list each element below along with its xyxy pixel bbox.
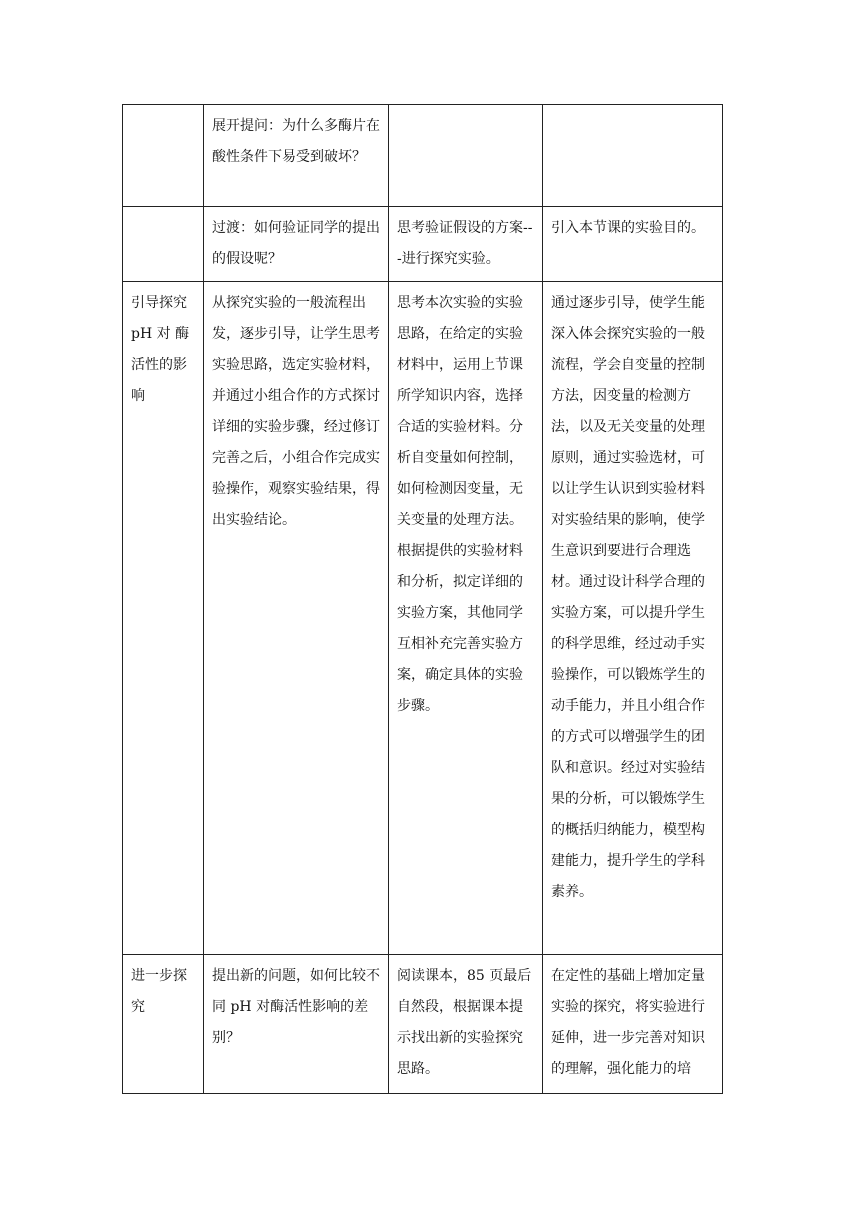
design-purpose-cell bbox=[543, 105, 723, 207]
stage-cell bbox=[123, 105, 204, 207]
design-purpose-cell: 引入本节课的实验目的。 bbox=[543, 207, 723, 282]
table-row bbox=[123, 207, 723, 282]
table-row bbox=[123, 105, 723, 207]
student-activity-cell bbox=[389, 105, 543, 207]
teacher-activity-cell: 展开提问：为什么多酶片在酸性条件下易受到破坏？ bbox=[204, 105, 389, 207]
stage-cell: 引导探究pH 对 酶活性的影响 bbox=[123, 282, 204, 955]
stage-cell: 进一步探究 bbox=[123, 955, 204, 1094]
table-row bbox=[123, 282, 723, 955]
stage-cell bbox=[123, 207, 204, 282]
lesson-plan-table bbox=[122, 104, 723, 1094]
student-activity-cell: 阅读课本，85 页最后自然段，根据课本提示找出新的实验探究思路。 bbox=[389, 955, 543, 1094]
student-activity-cell: 思考验证假设的方案---进行探究实验。 bbox=[389, 207, 543, 282]
table-row bbox=[123, 955, 723, 1094]
teacher-activity-cell: 提出新的问题，如何比较不同 pH 对酶活性影响的差别？ bbox=[204, 955, 389, 1094]
student-activity-cell: 思考本次实验的实验思路，在给定的实验材料中，运用上节课所学知识内容，选择合适的实验材料。分析自变量如何控制，如何检测因变量，无关变量的处理方法。 根据提供的实验材料和分析，拟定详细的实验方案，其他同学互相补充完善实验方案，确定具体的实验步骤。 bbox=[389, 282, 543, 955]
teacher-activity-cell: 过渡：如何验证同学的提出的假设呢？ bbox=[204, 207, 389, 282]
teacher-activity-cell: 从探究实验的一般流程出发，逐步引导，让学生思考实验思路，选定实验材料，并通过小组合作的方式探讨详细的实验步骤，经过修订完善之后，小组合作完成实验操作，观察实验结果，得出实验结论。 bbox=[204, 282, 389, 955]
design-purpose-cell: 在定性的基础上增加定量实验的探究，将实验进行延伸，进一步完善对知识的理解，强化能力的培 bbox=[543, 955, 723, 1094]
design-purpose-cell: 通过逐步引导，使学生能深入体会探究实验的一般流程，学会自变量的控制方法，因变量的检测方法，以及无关变量的处理原则，通过实验选材，可以让学生认识到实验材料对实验结果的影响，使学生意识到要进行合理选材。通过设计科学合理的实验方案，可以提升学生的科学思维，经过动手实验操作，可以锻炼学生的动手能力，并且小组合作的方式可以增强学生的团队和意识。经过对实验结果的分析，可以锻炼学生的概括归纳能力，模型构建能力，提升学生的学科素养。 bbox=[543, 282, 723, 955]
